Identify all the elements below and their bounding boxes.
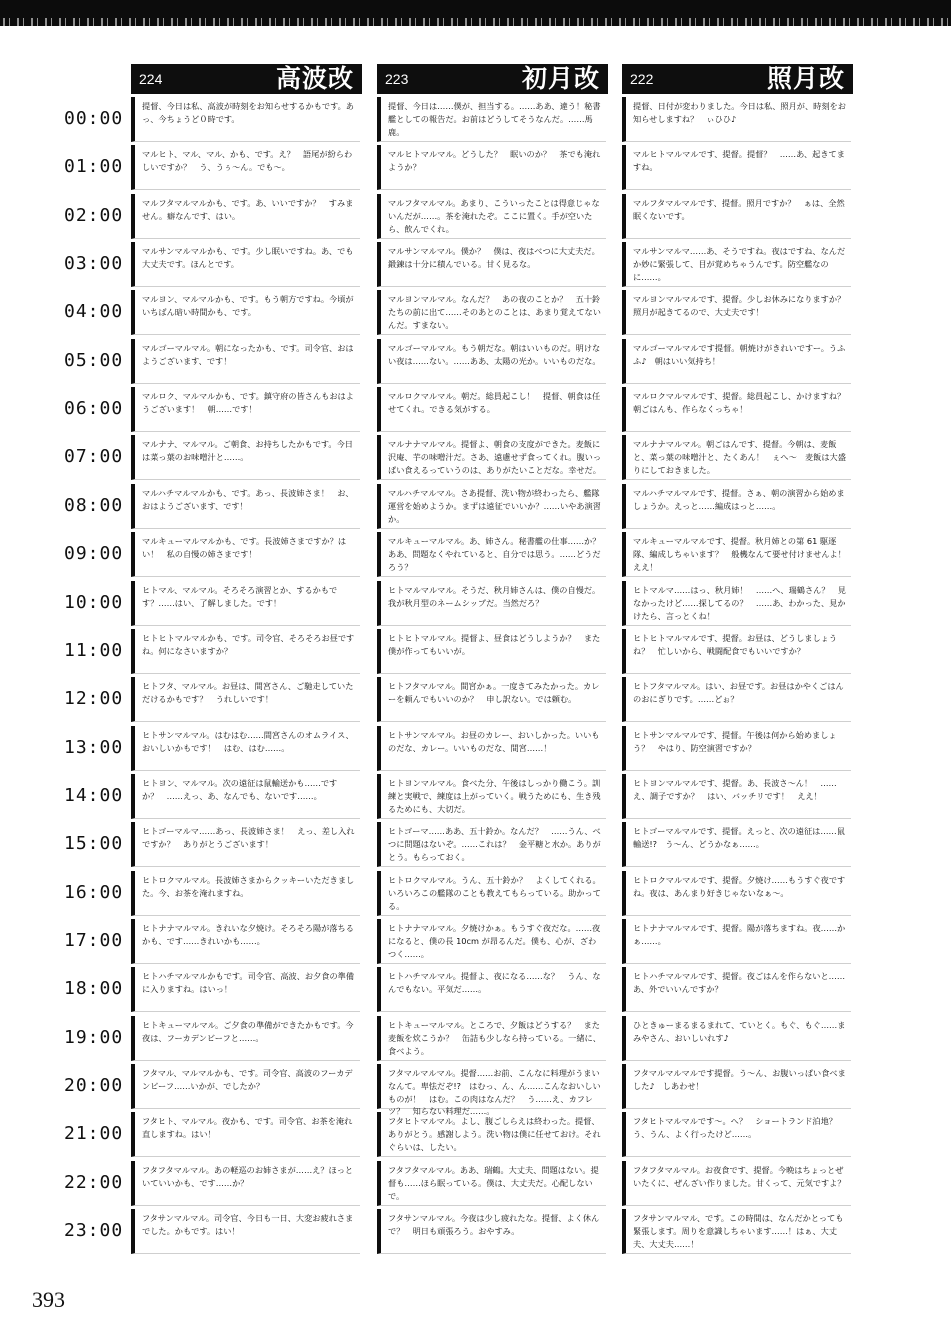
dialogue-cell: マルサンマルマ……あ、そうですね。夜はですね、なんだか妙に緊張して、目が覚めちゃうんです。防空艦なのに……。 [622, 242, 851, 287]
dialogue-cell: マルヨンマルマルです、提督。少しお休みになりますか？ 照月が起きてるので、大丈夫です！ [622, 290, 851, 335]
dialogue-cell: 提督、今日は……僕が、担当する。……ああ、違う！秘書艦としての報告だ。お前はどうしてそうなんだ。……馬鹿。 [377, 97, 606, 142]
dialogue-cell: マルナナマルマル。朝ごはんです、提督。今朝は、麦飯と、菜っ葉の味噌汁と、たくあん！ ぇへ～ 麦飯は大盛りにしておきました。 [622, 435, 851, 480]
dialogue-cell: フタヒト、マルマル。夜かも、です。司令官、お茶を淹れ直しますね。はい！ [131, 1112, 360, 1157]
dialogue-cell: マルロクマルマルです、提督。総員起こし、かけますね？ 朝ごはんも、作らなくっちゃ！ [622, 387, 851, 432]
dialogue-cell: マルゴーマルマルです提督。朝焼けがきれいですー。うふふ♪ 朝はいい気持ち！ [622, 339, 851, 384]
dialogue-cell: マルヒトマルマル。どうした？ 眠いのか？ 茶でも淹れようか？ [377, 145, 606, 190]
dialogue-cell: ヒトゴーマルマ……あっ、長波姉さま！ えっ、差し入れですか？ ありがとうございます！ [131, 822, 360, 867]
dialogue-cell: ヒトフタ、マルマル。お昼は、間宮さん、ご馳走していただけるかもです？ うれしいです！ [131, 677, 360, 722]
dialogue-cell: フタサンマルマル、です。この時間は、なんだかとっても緊張します。周りを意識しちゃいます……！はぁ、大丈夫、大丈夫……！ [622, 1209, 851, 1254]
dialogue-cell: フタヒトマルマル。よし、腹ごしらえは終わった。提督、ありがとう。感謝しよう。洗い物は僕に任せておけ。それぐらいは、したい。 [377, 1112, 606, 1157]
dialogue-cell: マルフタマルマルです、提督。照月ですか？ ぁは、全然眠くないです。 [622, 194, 851, 239]
time-label: 23:00 [64, 1220, 124, 1241]
time-label: 09:00 [64, 543, 124, 564]
page-number: 393 [32, 1287, 65, 1312]
dialogue-cell: ひときゅーまるまるまれて、ていとく。もぐ、もぐ……まみやさん、おいしいれす♪ [622, 1016, 851, 1061]
dialogue-cell: マルフタマルマル。あまり、こういったことは得意じゃないんだが……。茶を淹れたぞ。ここに置く。手が空いたら、飲んでくれ。 [377, 194, 606, 239]
time-label: 14:00 [64, 785, 124, 806]
time-label: 02:00 [64, 205, 124, 226]
dialogue-cell: ヒトロクマルマル。長波姉さまからクッキーいただきました。今、お茶を淹れますね。 [131, 871, 360, 916]
dialogue-cell: ヒトマルマルマル。そうだ、秋月姉さんは、僕の自慢だ。我が秋月型のネームシップだ。当然だろ？ [377, 581, 606, 626]
time-label: 20:00 [64, 1075, 124, 1096]
dialogue-cell: フタマルマルマル。提督……お前、こんなに料理がうまいなんて。卑怯だぞ!? はむっ、ん、ん……こんなおいしいものが！ はむ。この肉はなんだ？ う……え、カフレツ？ 知らない料理だ……。 [377, 1064, 606, 1109]
dialogue-cell: ヒトヒトマルマルかも、です。司令官、そろそろお昼ですね。何になさいますか？ [131, 629, 360, 674]
dialogue-cell: フタフタマルマル。お夜食です、提督。今晩はちょっとぜいたくに、ぜんざい作りました。甘くって、元気ですよ？ [622, 1161, 851, 1206]
dialogue-cell: マルヒトマルマルです、提督。提督？ ……あ、起きてますね。 [622, 145, 851, 190]
dialogue-cell: ヒトロクマルマルです、提督。夕焼け……もうすぐ夜ですね。夜は、あんまり好きじゃないなぁ～。 [622, 871, 851, 916]
dialogue-cell: マルヨンマルマル。なんだ？ あの夜のことか？ 五十鈴たちの前に出て……そのあとのことは、あまり覚えてないんだ。すまない。 [377, 290, 606, 335]
time-label: 13:00 [64, 737, 124, 758]
dialogue-cell: ヒトサンマルマルです、提督。午後は何から始めましょう？ やはり、防空演習ですか？ [622, 726, 851, 771]
dialogue-cell: マルゴーマルマル。もう朝だな。朝はいいものだ。明けない夜は……ない。……ああ、太陽の光か。いいものだな。 [377, 339, 606, 384]
dialogue-cell: マルナナマルマル。提督よ、朝食の支度ができた。麦飯に沢庵、芋の味噌汁だ。さあ、遠慮せず食ってくれ。腹いっぱい食えるっていうのは、ありがたいことだな。幸せだ。 [377, 435, 606, 480]
dialogue-cell: マルヨン、マルマルかも、です。もう朝方ですね。今頃がいちばん暗い時間かも、です。 [131, 290, 360, 335]
dialogue-cell: ヒトゴーマルマルです、提督。えっと、次の遠征は……鼠輸送!? う～ん、どうかなぁ……。 [622, 822, 851, 867]
dialogue-cell: マルゴーマルマル。朝になったかも、です。司令官、おはようございます、です！ [131, 339, 360, 384]
dialogue-cell: ヒトハチマルマルかもです。司令官、高波、お夕食の準備に入りますね。はいっ！ [131, 967, 360, 1012]
dialogue-cell: フタサンマルマル。司令官、今日も一日、大変お疲れさまでした。かもです。はい！ [131, 1209, 360, 1254]
dialogue-cell: フタサンマルマル。今夜は少し疲れたな。提督、よく休んで？ 明日も頑張ろう。おやすみ。 [377, 1209, 606, 1254]
ship-number: 223 [385, 71, 409, 87]
time-label: 05:00 [64, 350, 124, 371]
ship-number: 224 [139, 71, 163, 87]
dialogue-cell: ヒトサンマルマル。お昼のカレー、おいしかった。いいものだな、カレー。いいものだな、間宮……！ [377, 726, 606, 771]
dialogue-cell: ヒトヒトマルマル。提督よ、昼食はどうしようか？ また僕が作ってもいいが。 [377, 629, 606, 674]
ship-name: 照月改 [766, 64, 845, 93]
dialogue-cell: ヒトナナマルマル。きれいな夕焼け。そろそろ陽が落ちるかも、です……きれいかも……。 [131, 919, 360, 964]
dialogue-cell: マルサンマルマル。僕か？ 僕は、夜はべつに大丈夫だ。鍛錬は十分に積んでいる。甘く見るな。 [377, 242, 606, 287]
dialogue-cell: ヒトヒトマルマルです、提督。お昼は、どうしましょうね？ 忙しいから、戦闘配食でもいいですか？ [622, 629, 851, 674]
dialogue-cell: フタマル、マルマルかも、です。司令官、高波のフーカデンビーフ……いかが、でしたか？ [131, 1064, 360, 1109]
time-label: 08:00 [64, 495, 124, 516]
dialogue-cell: ヒトマル、マルマル。そろそろ演習とか、するかもです？……はい、了解しました。です！ [131, 581, 360, 626]
dialogue-cell: ヒトヨンマルマル。食べた分、午後はしっかり働こう。訓練と実戦で、練度は上がっていく。戦うためにも、生き残るためにも、大切だ。 [377, 774, 606, 819]
dialogue-cell: ヒトヨンマルマルです、提督。あ、長波さ～ん！ ……え、調子ですか？ はい、バッチリです！ ええ！ [622, 774, 851, 819]
dialogue-cell: マルハチマルマルかも、です。あっ、長波姉さま！ お、おはようございます、です！ [131, 484, 360, 529]
time-label: 17:00 [64, 930, 124, 951]
dialogue-cell: マルサンマルマルかも、です。少し眠いですね。あ、でも大丈夫です。ほんとです。 [131, 242, 360, 287]
time-label: 11:00 [64, 640, 124, 661]
dialogue-cell: フタマルマルマルです提督。う～ん、お腹いっぱい食べました♪ しあわせ！ [622, 1064, 851, 1109]
dialogue-cell: マルキューマルマルかも、です。長波姉さまですか？はい！ 私の自慢の姉さまです！ [131, 532, 360, 577]
dialogue-cell: マルキューマルマル。あ、姉さん。秘書艦の仕事……か？ ああ、問題なくやれていると、自分では思う。……どうだろう？ [377, 532, 606, 577]
dialogue-cell: マルロク、マルマルかも、です。鎮守府の皆さんもおはようございます！ 朝……です！ [131, 387, 360, 432]
dialogue-cell: マルナナ、マルマル。ご朝食、お持ちしたかもです。今日は菜っ葉のお味噌汁と……。 [131, 435, 360, 480]
time-label: 15:00 [64, 833, 124, 854]
column-header [131, 64, 362, 94]
dialogue-cell: ヒトサンマルマル。はむはむ……間宮さんのオムライス、おいしいかもです！ はむ、はむ……。 [131, 726, 360, 771]
time-label: 22:00 [64, 1172, 124, 1193]
dialogue-cell: マルハチマルマルです、提督。さぁ、朝の演習から始めましょうか。えっと……編成はっと……。 [622, 484, 851, 529]
dialogue-cell: フタフタマルマル。あの軽巡のお姉さまが……え？ほっといていいかも、です……か？ [131, 1161, 360, 1206]
time-label: 21:00 [64, 1123, 124, 1144]
dialogue-cell: ヒトナナマルマルです、提督。陽が落ちますね。夜……かぁ……。 [622, 919, 851, 964]
dialogue-cell: 提督、今日は私、高波が時刻をお知らせするかもです。あっ、今ちょうど０時です。 [131, 97, 360, 142]
time-label: 07:00 [64, 446, 124, 467]
time-label: 19:00 [64, 1027, 124, 1048]
time-label: 16:00 [64, 882, 124, 903]
time-label: 12:00 [64, 688, 124, 709]
dialogue-cell: ヒトハチマルマルです、提督。夜ごはんを作らないと……あ、外でいいんですか？ [622, 967, 851, 1012]
dialogue-cell: マルヒト、マル、マル、かも、です。え？ 語尾が紛らわしいですか？ う、うぅ～ん。でも～。 [131, 145, 360, 190]
dialogue-cell: ヒトキューマルマル。ところで、夕飯はどうする？ また麦飯を炊こうか？ 缶詰も少しなら持っている。一緒に、食べよう。 [377, 1016, 606, 1061]
time-label: 04:00 [64, 301, 124, 322]
dialogue-cell: ヒトヨン、マルマル。次の遠征は鼠輸送かも……ですか？ ……えっ、あ、なんでも、ないです……。 [131, 774, 360, 819]
dialogue-cell: ヒトロクマルマル。うん、五十鈴か？ よくしてくれる。いろいろこの艦隊のことも教えてもらっている。助かってる。 [377, 871, 606, 916]
time-label: 06:00 [64, 398, 124, 419]
dialogue-cell: ヒトキューマルマル。ご夕食の準備ができたかもです。今夜は、フーカデンビーフと……。 [131, 1016, 360, 1061]
dialogue-cell: マルロクマルマル。朝だ。総員起こし！ 提督、朝食は任せてくれ。できる気がする。 [377, 387, 606, 432]
dialogue-cell: マルハチマルマル。さあ提督、洗い物が終わったら、艦隊運営を始めようか。まずは遠征でいいか？……いやあ演習か。 [377, 484, 606, 529]
dialogue-cell: マルキューマルマルです、提督。秋月姉との第 61 駆逐隊、編成しちゃいます？ 般機なんて要せ付けませんよ！ええ！ [622, 532, 851, 577]
dialogue-cell: ヒトマルマ……はっ、秋月姉！ ……へ、瑞鶴さん？ 見なかったけど……探してるの？ ……あ、わかった、見かけたら、言っとくね！ [622, 581, 851, 626]
dialogue-cell: ヒトゴーマ……ああ、五十鈴か。なんだ？ ……うん、べつに問題はないぞ。……これは？ 金平糖と水か。ありがとう。もらっておく。 [377, 822, 606, 867]
time-label: 18:00 [64, 978, 124, 999]
top-decorative-band [0, 0, 951, 26]
dialogue-cell: ヒトハチマルマル。提督よ、夜になる……な？ うん、なんでもない。平気だ……。 [377, 967, 606, 1012]
dialogue-cell: フタフタマルマル。ああ、瑞鶴。大丈夫、問題はない。提督も……ほら眠っている。僕は、大丈夫だ。心配しないで。 [377, 1161, 606, 1206]
column-header [622, 64, 853, 94]
dialogue-cell: ヒトナナマルマル。夕焼けかぁ。もうすぐ夜だな。……夜になると、僕の長 10cm が昂るんだ。僕も、心が、ざわつく……。 [377, 919, 606, 964]
dialogue-cell: ヒトフタマルマル。間宮かぁ。一度きてみたかった。カレーを頼んでもいいのか？ 申し訳ない。では頼む。 [377, 677, 606, 722]
ship-name: 初月改 [521, 64, 600, 93]
time-label: 03:00 [64, 253, 124, 274]
dialogue-cell: ヒトフタマルマル。はい、お昼です。お昼はかやくごはんのおにぎりです。……どぉ？ [622, 677, 851, 722]
column-header [377, 64, 608, 94]
time-label: 01:00 [64, 156, 124, 177]
time-label: 10:00 [64, 592, 124, 613]
dialogue-cell: フタヒトマルマルです～。へ？ ショートランド泊地？ う、うん、よく行ったけど……。 [622, 1112, 851, 1157]
dialogue-cell: マルフタマルマルかも、です。あ、いいですか？ すみません。癖なんです、はい。 [131, 194, 360, 239]
ship-number: 222 [630, 71, 654, 87]
time-label: 00:00 [64, 108, 124, 129]
ship-name: 高波改 [275, 64, 354, 93]
dialogue-cell: 提督、日付が変わりました。今日は私、照月が、時刻をお知らせしますね？ ぃひひ♪ [622, 97, 851, 142]
